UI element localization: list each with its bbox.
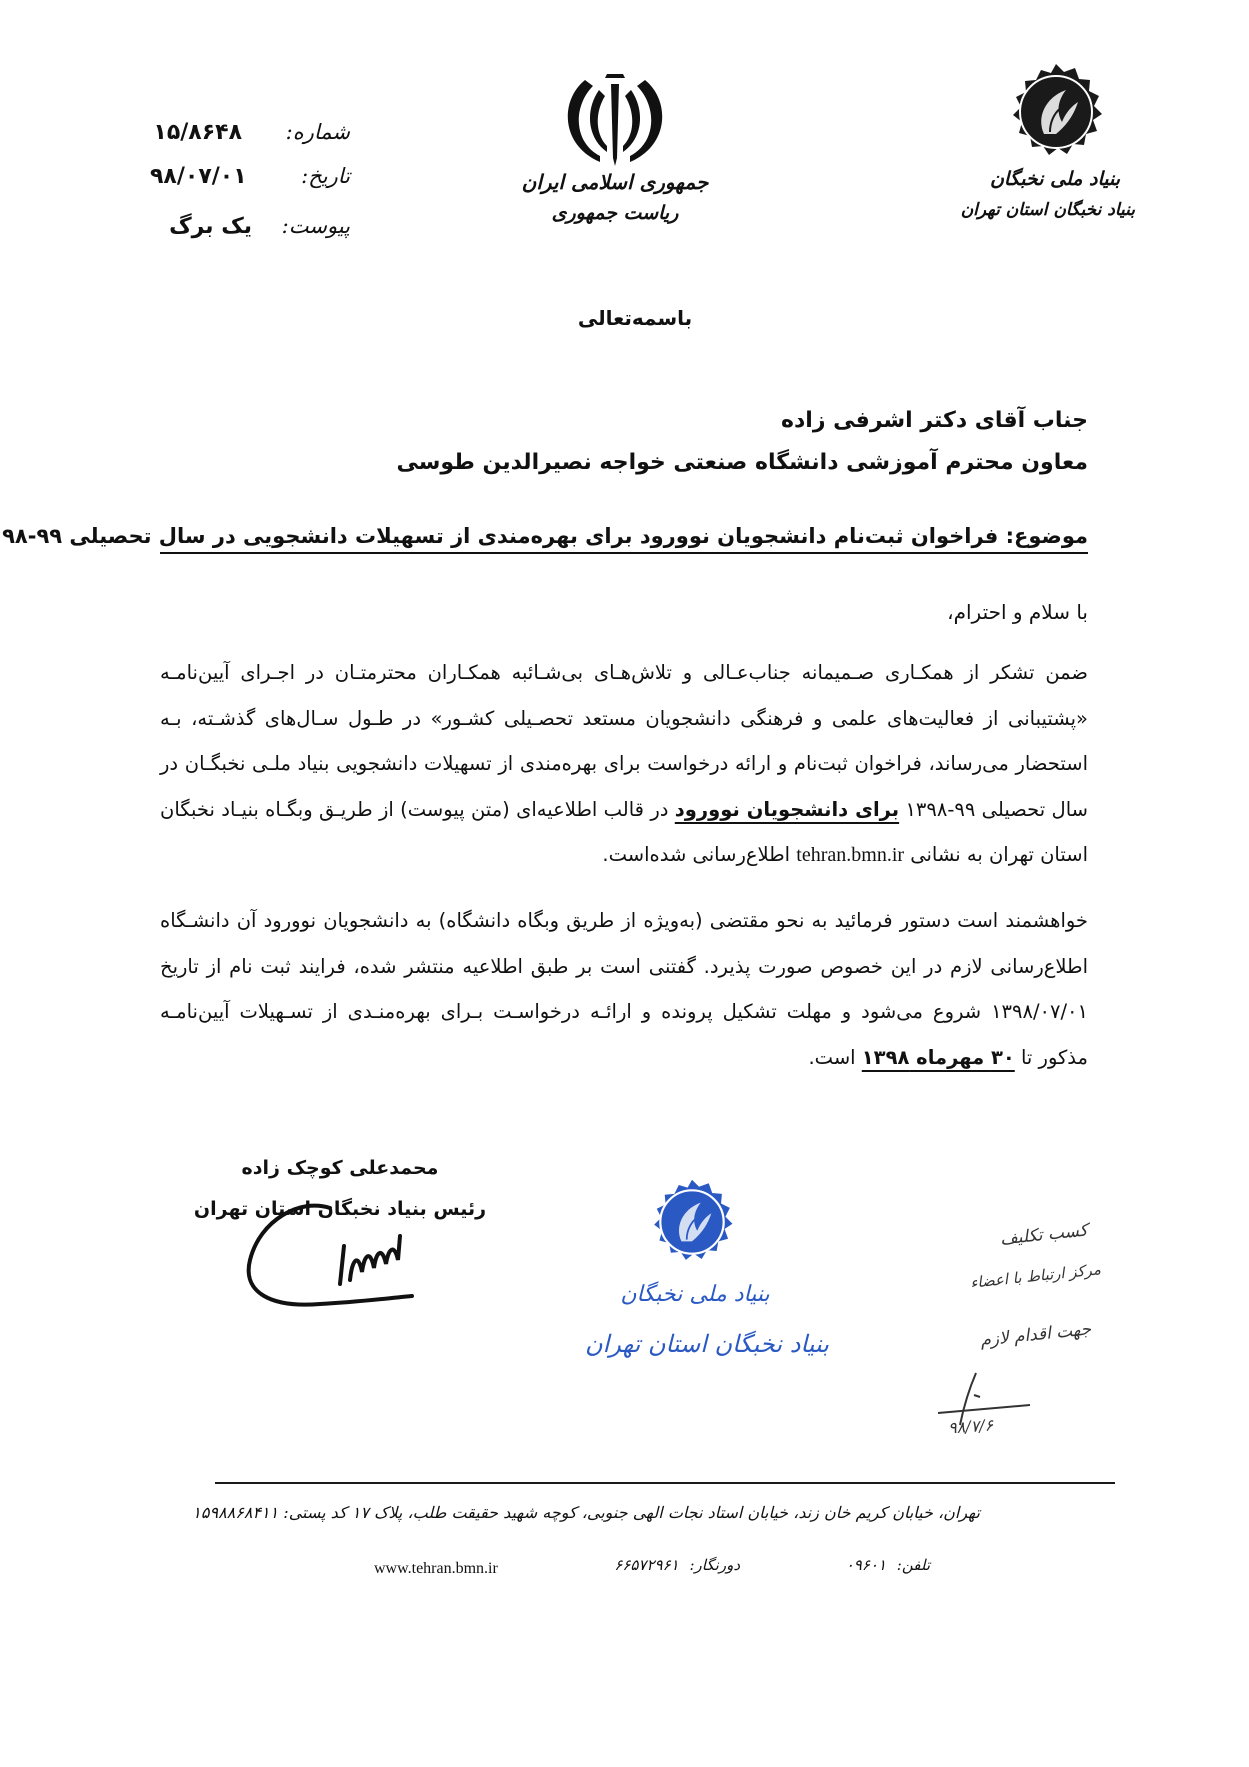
- foundation-seal-icon: [1006, 62, 1106, 162]
- letter-date-value: ۹۸/۰۷/۰۱: [150, 164, 247, 189]
- body-paragraph-1: [160, 650, 1088, 879]
- letter-subject: موضوع: فراخوان ثبت‌نام دانشجویان نوورود برای بهره‌مندی از تسهیلات دانشجویی در سال تحصیلی ۹۹-۹۸: [160, 524, 1088, 554]
- handwritten-referral-note: [930, 1220, 1170, 1445]
- handwritten-signature: [240, 1200, 440, 1320]
- letter-attachment-row: [150, 214, 350, 239]
- letter-attachment-label: پیوست:: [281, 214, 350, 238]
- paragraph-1-text-c: اطلاع‌رسانی شده‌است.: [602, 843, 791, 866]
- stamp-caption-1: بنیاد ملی نخبگان: [620, 1282, 770, 1307]
- letter-date-row: [150, 164, 350, 189]
- footer-fax: [560, 1556, 740, 1574]
- footer-address: تهران، خیابان کریم خان زند، خیابان استاد نجات الهی جنوبی، کوچه شهید حقیقت طلب، پلاک ۱۷ کد پستی: ۱۵۹۸۸۶۸۴۱۱: [192, 1503, 980, 1522]
- fax-value: ۶۶۵۷۲۹۶۱: [614, 1556, 679, 1574]
- footer-phone: [770, 1556, 930, 1574]
- note-line-2: مرکز ارتباط با اعضاء: [969, 1260, 1102, 1292]
- letter-attachment-value: یک برگ: [169, 214, 252, 239]
- letter-date-label: تاریخ:: [301, 164, 350, 188]
- paragraph-1-emphasis: برای دانشجویان نوورود: [674, 797, 900, 821]
- note-line-1: کسب تکلیف: [999, 1220, 1089, 1250]
- stamp-caption-2: بنیاد نخبگان استان تهران: [585, 1330, 829, 1358]
- letter-number-label: شماره:: [285, 120, 350, 144]
- signatory-title: رئیس بنیاد نخبگان استان تهران: [193, 1198, 487, 1220]
- paragraph-1-text-b: در قالب اطلاعیه‌ای (متن پیوست) از طریـق وبگـاه بنیـاد نخبگان استان تهران به نشانی: [160, 797, 1088, 866]
- addressee-title: معاون محترم آموزشی دانشگاه صنعتی خواجه نصیرالدین طوسی: [396, 450, 1088, 475]
- invocation: باسمه‌تعالی: [577, 306, 693, 330]
- bmn-foundation-logo: [1006, 62, 1106, 162]
- signatory-name: محمدعلی کوچک زاده: [241, 1157, 439, 1179]
- iran-emblem-caption-2: ریاست جمهوری: [551, 202, 679, 224]
- stamp-seal-icon: [648, 1178, 736, 1266]
- signature-scribble-icon: [240, 1200, 440, 1320]
- phone-label: تلفن:: [896, 1556, 930, 1574]
- paragraph-1-text-a: ضمن تشکر از همکـاری صـمیمانه جناب‌عـالی و تلاش‌هـای بی‌شـائبه همکـاران محترمتـان در اجـرای آیین‌نامـه «پشتیبانی از فعالیت‌های علمی و فرهنگی دانشجویان مستعد تحصـیلی کشـور» در طـول سـال‌های گذشـته، بـه استحضار می‌رساند، فراخوان ثبت‌نام و ارائه درخواست برای بهره‌مندی از تسهیلات دانشجویی بنیاد ملـی نخبگـان در سال تحصیلی ۹۹-۱۳۹۸: [160, 661, 1088, 821]
- iran-emblem-caption-1: جمهوری اسلامی ایران: [521, 170, 709, 194]
- paragraph-2-text-a: خواهشمند است دستور فرمائید به نحو مقتضی (به‌ویژه از طریق وبگاه دانشگاه) به دانشجویان نوورود آن دانشـگاه اطلاع‌رسانی لازم در این خصوص صورت پذیرد. گفتنی است بر طبق اطلاعیه منتشر شده، فرایند ثبت نام از تاریخ ۱۳۹۸/۰۷/۰۱ شروع می‌شود و مهلت تشکیل پرونده و ارائـه درخواسـت بـرای بهره‌منـدی از تسـهیلات آیین‌نامـه مذکور تا: [160, 909, 1088, 1069]
- bmn-logo-caption-2: بنیاد نخبگان استان تهران: [960, 200, 1135, 220]
- foundation-website-link[interactable]: tehran.bmn.ir: [796, 844, 905, 866]
- paragraph-2-text-b: است.: [808, 1045, 856, 1069]
- note-date: ۹۸/۷/۶: [947, 1415, 994, 1438]
- deadline-emphasis: ۳۰ مهرماه ۱۳۹۸: [861, 1045, 1015, 1069]
- phone-value: ۰۹۶۰۱: [845, 1556, 887, 1574]
- salutation: با سلام و احترام،: [947, 600, 1088, 624]
- footer-website-link[interactable]: www.tehran.bmn.ir: [374, 1560, 498, 1577]
- addressee-name: جناب آقای دکتر اشرفی زاده: [781, 408, 1088, 433]
- letter-number-value: ۱۵/۸۶۴۸: [153, 120, 242, 145]
- note-line-3: جهت اقدام لازم: [979, 1319, 1093, 1351]
- letter-number-row: [150, 120, 350, 145]
- fax-label: دورنگار:: [689, 1556, 740, 1574]
- body-paragraph-2: [160, 898, 1088, 1080]
- iran-emblem-logo: [555, 70, 675, 170]
- footer-divider: [215, 1482, 1115, 1484]
- iran-emblem-icon: [555, 70, 675, 170]
- foundation-stamp: [648, 1178, 736, 1266]
- bmn-logo-caption-1: بنیاد ملی نخبگان: [989, 168, 1121, 190]
